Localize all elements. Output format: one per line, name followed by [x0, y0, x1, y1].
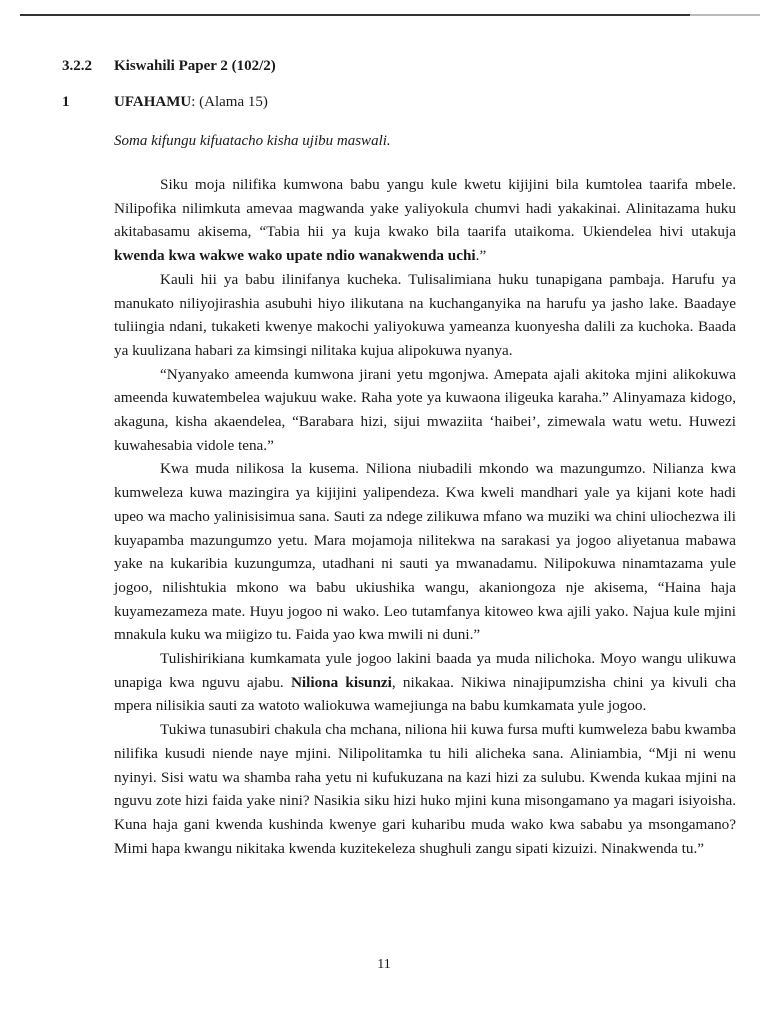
section-heading — [62, 58, 276, 75]
passage-paragraph — [114, 457, 736, 647]
question-marks: : (Alama 15) — [191, 94, 268, 110]
passage-paragraph — [114, 363, 736, 458]
question-heading — [62, 94, 268, 111]
paragraph-text: Kauli hii ya babu ilinifanya kucheka. Tulisalimiana huku tunapigana pambaja. Harufu ya manukato niliyojirashia asubuhi hiyo ilikutana na kuchanganyika na harufu ya jasho lake. Baadaye tuliingia ndani, tukaketi kwenye makochi yaliyokuwa yameanza kuonyesha dalili za kuchoka. Baada ya kuulizana habari za kimsingi nilitaka kujua alipokuwa nyanya. — [114, 270, 736, 359]
paragraph-text: , nikakaa. Nikiwa ninajipumzisha chini ya kivuli cha mpera nilisikia sauti za watoto waliokuwa wamejiunga na babu kumkamata yule jogoo. — [114, 673, 736, 715]
passage-paragraph — [114, 718, 736, 860]
passage-body — [114, 173, 736, 860]
page-number: 11 — [377, 957, 391, 972]
paragraph-text: Siku moja nilifika kumwona babu yangu kule kwetu kijijini bila kumtolea taarifa mbele. Nilipofika nilimkuta amevaa magwanda yake yaliyokula chumvi hadi yakakinai. Alinitazama huku akitabasamu akisema, “Tabia hii ya kuja kwako bila taarifa utaikoma. Ukiendelea hivi utakuja — [114, 176, 736, 241]
instruction-text: Soma kifungu kifuatacho kisha ujibu maswali. — [114, 133, 391, 149]
passage-paragraph — [114, 647, 736, 718]
paragraph-text: Tulishirikiana kumkamata yule jogoo lakini baada ya muda nilichoka. Moyo wangu ulikuwa unapiga kwa nguvu ajabu. — [114, 650, 736, 691]
section-number: 3.2.2 — [62, 58, 92, 74]
paragraph-text: Kwa muda nilikosa la kusema. Niliona niubadili mkondo wa mazungumzo. Nilianza kwa kumweleza kuwa mazingira ya kijijini yalipendeza. Kwa kweli mandhari yale ya kijani kote hadi upeo wa macho yalinisisimua sana. Sauti za ndege zilikuwa mfano wa muziki wa chini uliochezwa ili kuyapamba mazungumzo yetu. Mara mojamoja nilitekwa na sarakasi ya jogoo aliyetanua mabawa yake na kukaribia kuzungumza, utadhani ni sauti ya mwanadamu. Nilipokuwa ninamtazama yule jogoo, nilishtukia mkono wa babu ukiushika wangu, akaniongoza nje akisema, “Haina haja kuyamezameza mate. Huyu jogoo ni wako. Leo tutamfanya kitoweo kwa ajili yako. Najua kule mjini mnakula kuku wa miigizo tu. Faida yao kwa mwili ni duni.” — [114, 460, 736, 644]
question-number: 1 — [62, 94, 70, 110]
top-rule-faded — [690, 14, 760, 16]
emphasized-phrase: kwenda kwa wakwe wako upate ndio wanakwenda uchi — [114, 247, 476, 265]
passage-paragraph — [114, 173, 736, 268]
question-title: UFAHAMU — [114, 94, 192, 110]
passage-paragraph — [114, 268, 736, 363]
emphasized-phrase: Niliona kisunzi — [290, 673, 392, 691]
section-title: Kiswahili Paper 2 (102/2) — [114, 58, 276, 74]
paragraph-text: “Nyanyako ameenda kumwona jirani yetu mgonjwa. Amepata ajali akitoka mjini alikokuwa ameenda kuwatembelea wajukuu wake. Raha yote ya kuwaona iligeuka karaha.” Alinyamaza kidogo, akaguna, kisha akaendelea, “Barabara hizi, sijui mwaziita ‘haibei’, zimewala watu wetu. Huwezi kuwahesabia vidole tena.” — [114, 365, 736, 454]
paragraph-text: .” — [475, 247, 487, 265]
top-rule — [20, 14, 760, 16]
paragraph-text: Tukiwa tunasubiri chakula cha mchana, niliona hii kuwa fursa mufti kumweleza babu kwamba nilifika kusudi niende naye mjini. Nilipolitamka tu hili alicheka sana. Aliniambia, “Mji ni wenu nyinyi. Sisi watu wa shamba raha yetu ni kufukuzana na kazi hizi za sulubu. Kwenda kukaa mjini na nguvu zote hizi faida yake nini? Nasikia siku hizi huko mjini kuna misongamano ya magari isiyoisha. Kuna haja gani kwenda kushinda kwenye gari kuharibu muda wako kwa sababu ya msongamano? Mimi hapa kwangu nikitaka kwenda kuzitekeleza shughuli zangu sipati kizuizi. Ninakwenda tu.” — [114, 721, 736, 857]
